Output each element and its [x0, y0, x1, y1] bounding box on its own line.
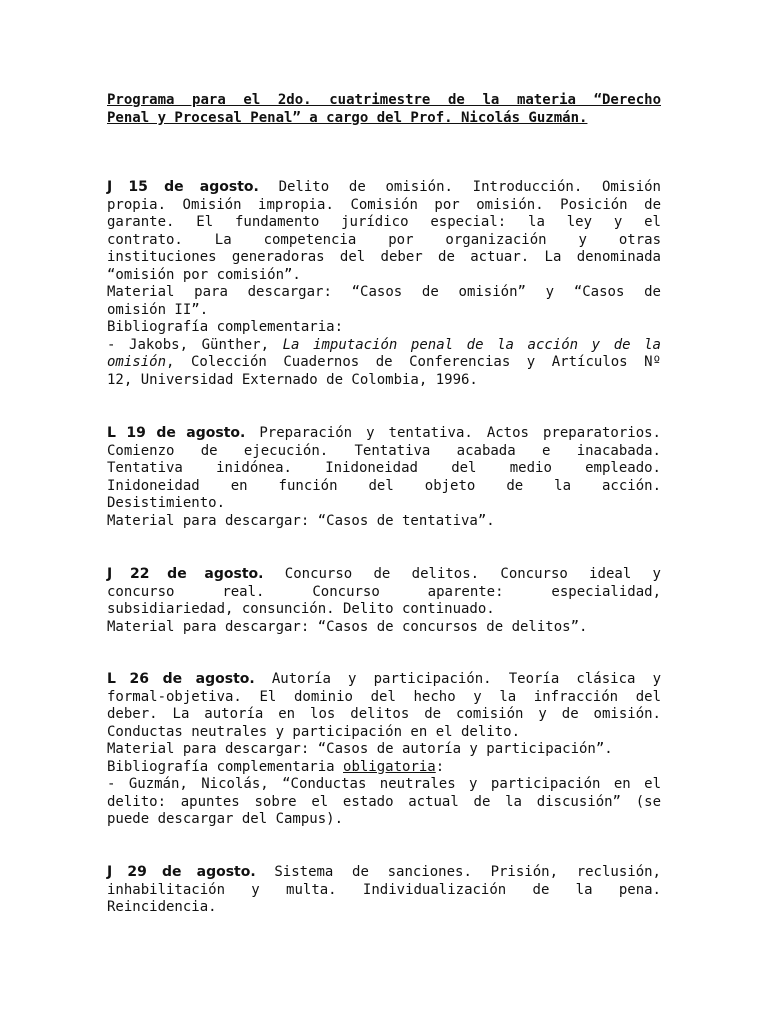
bibliography-heading: Bibliografía complementaria:	[107, 319, 344, 335]
session-26-agosto	[107, 671, 661, 829]
bibliography-entry: - Guzmán, Nicolás, “Conductas neutrales y participación en el	[107, 776, 661, 792]
paragraph-line: Reincidencia.	[107, 899, 217, 915]
paragraph-line: contrato. La competencia por organización y otras	[107, 231, 661, 248]
session-text: Preparación y tentativa. Actos preparatorios.	[245, 425, 661, 441]
paragraph-line	[107, 671, 661, 689]
session-date: L 19 de agosto.	[107, 425, 246, 441]
paragraph-line: instituciones generadoras del deber de actuar. La denominada	[107, 249, 661, 265]
title-line: Programa para el 2do. cuatrimestre de la materia “Derecho	[107, 92, 661, 108]
bib-title: La imputación penal de la acción y de la	[282, 336, 661, 353]
paragraph-line	[107, 864, 661, 882]
bib-title: omisión	[107, 354, 167, 370]
material-line: Material para descargar: “Casos de autoría y participación”.	[107, 741, 613, 757]
bib-details: , Colección Cuadernos de Conferencias y Artículos Nº	[166, 354, 661, 370]
paragraph-line: Comienzo de ejecución. Tentativa acabada e inacabada.	[107, 442, 661, 459]
title-line: Penal y Procesal Penal” a cargo del Prof. Nicolás Guzmán.	[107, 109, 588, 126]
bib-obligatoria: obligatoria	[343, 758, 436, 775]
paragraph-line: deber. La autoría en los delitos de comisión y de omisión.	[107, 706, 661, 722]
bibliography-entry	[107, 354, 661, 372]
session-15-agosto	[107, 179, 661, 389]
session-19-agosto	[107, 425, 661, 530]
bibliography-entry	[107, 337, 661, 355]
bibliography-entry: puede descargar del Campus).	[107, 811, 344, 827]
paragraph-line: propia. Omisión impropia. Comisión por omisión. Posición de	[107, 196, 661, 213]
session-text: Concurso de delitos. Concurso ideal y	[263, 566, 661, 582]
bibliography-heading	[107, 759, 661, 777]
session-text: Autoría y participación. Teoría clásica y	[254, 671, 662, 687]
session-date: J 15 de agosto.	[107, 179, 259, 195]
session-text: Delito de omisión. Introducción. Omisión	[258, 179, 661, 195]
paragraph-line	[107, 566, 661, 584]
paragraph-line: Inidoneidad en función del objeto de la acción.	[107, 477, 661, 494]
paragraph-line: garante. El fundamento jurídico especial: la ley y el	[107, 214, 661, 230]
material-line: omisión II”.	[107, 301, 209, 318]
bibliography-entry: delito: apuntes sobre el estado actual de la discusión” (se	[107, 793, 661, 810]
session-29-agosto	[107, 864, 661, 917]
paragraph-line: Conductas neutrales y participación en el delito.	[107, 723, 521, 740]
session-date: L 26 de agosto.	[107, 671, 255, 687]
bib-heading-colon: :	[435, 758, 445, 775]
bib-heading-text: Bibliografía complementaria	[107, 758, 344, 775]
paragraph-line: formal-objetiva. El dominio del hecho y la infracción del	[107, 688, 661, 705]
bib-author: - Jakobs, Günther,	[107, 336, 283, 353]
paragraph-line	[107, 179, 661, 197]
paragraph-line: Tentativa inidónea. Inidoneidad del medio empleado.	[107, 460, 661, 476]
document-title	[107, 92, 661, 127]
paragraph-line: concurso real. Concurso aparente: especialidad,	[107, 583, 661, 600]
session-text: Sistema de sanciones. Prisión, reclusión,	[255, 864, 661, 880]
session-date: J 29 de agosto.	[107, 864, 256, 880]
paragraph-line: Desistimiento.	[107, 495, 226, 511]
material-line: Material para descargar: “Casos de omisión” y “Casos de	[107, 284, 661, 300]
session-date: J 22 de agosto.	[107, 566, 264, 582]
bibliography-entry: 12, Universidad Externado de Colombia, 1996.	[107, 371, 478, 388]
paragraph-line: subsidiariedad, consunción. Delito continuado.	[107, 601, 495, 617]
paragraph-line: inhabilitación y multa. Individualización de la pena.	[107, 881, 661, 898]
paragraph-line	[107, 425, 661, 443]
session-22-agosto	[107, 566, 661, 636]
material-line: Material para descargar: “Casos de concursos de delitos”.	[107, 618, 588, 635]
material-line: Material para descargar: “Casos de tentativa”.	[107, 512, 495, 529]
paragraph-line: “omisión por comisión”.	[107, 266, 301, 283]
